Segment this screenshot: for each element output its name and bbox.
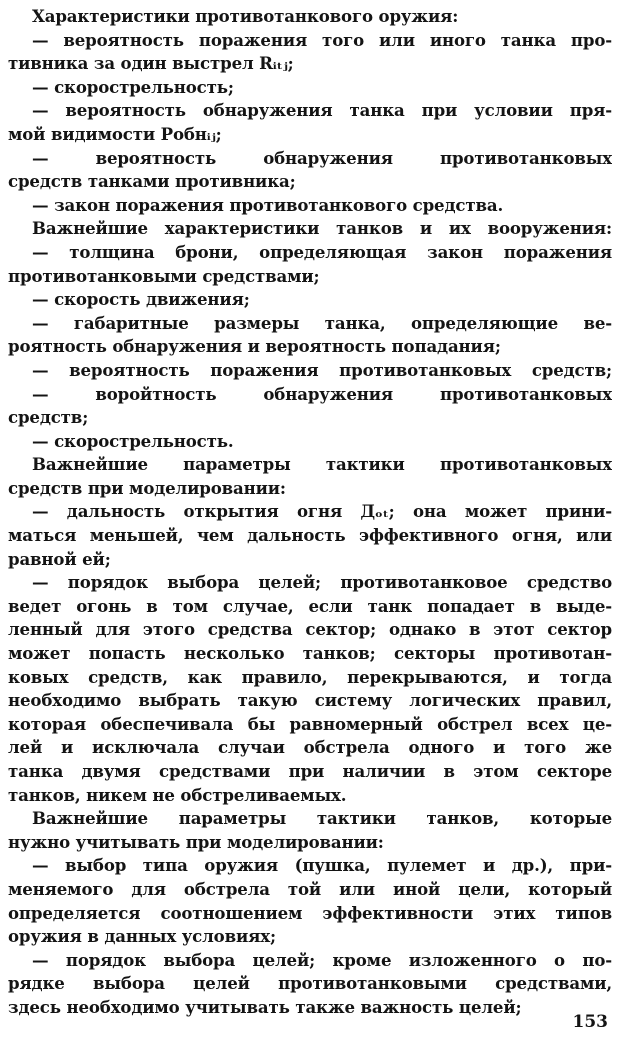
- text-line: — скорость движения;: [32, 289, 250, 310]
- text-line: роятность обнаружения и вероятность попадания;: [8, 336, 501, 357]
- text-line: здесь необходимо учитывать также важность целей;: [8, 996, 522, 1017]
- text-line: ведет огонь в том случае, если танк попадает в выде-: [8, 595, 612, 616]
- text-line: — вероятность поражения противотанковых средств;: [32, 359, 612, 380]
- text-line: нужно учитывать при моделировании:: [8, 831, 384, 852]
- text-line: рядке выбора целей противотанковыми средствами,: [8, 973, 612, 994]
- body-text: [8, 5, 612, 1020]
- text-line: — скорострельность;: [32, 76, 234, 97]
- text-line: маться меньшей, чем дальность эффективного огня, или: [8, 525, 612, 546]
- text-line: Характеристики противотанкового оружия:: [32, 6, 459, 26]
- text-line: ковых средств, как правило, перекрываются, и тогда: [8, 666, 612, 687]
- text-line: которая обеспечивала бы равномерный обстрел всех це-: [8, 713, 612, 734]
- text-line: танка двумя средствами при наличии в этом секторе: [8, 761, 612, 781]
- text-line: — порядок выбора целей; противотанковое средство: [32, 572, 612, 593]
- page-number: 153: [572, 1012, 608, 1032]
- text-line: оружия в данных условиях;: [8, 926, 276, 947]
- text-line: — дальность открытия огня Дₒₜ; она может прини-: [32, 501, 612, 522]
- text-line: — воройтность обнаружения противотанковых: [32, 383, 612, 404]
- text-line: — выбор типа оружия (пушка, пулемет и др.), при-: [32, 855, 612, 876]
- text-line: — вероятность поражения того или иного танка про-: [32, 29, 612, 50]
- text-line: Важнейшие параметры тактики противотанковых: [32, 454, 612, 475]
- text-line: меняемого для обстрела той или иной цели, который: [8, 878, 612, 899]
- text-line: равной ей;: [8, 548, 111, 569]
- text-line: определяется соотношением эффективности этих типов: [8, 902, 612, 923]
- text-line: средств при моделировании:: [8, 477, 286, 498]
- text-line: средств;: [8, 407, 89, 428]
- text-line: средств танками противника;: [8, 171, 296, 192]
- text-line: противотанковыми средствами;: [8, 265, 320, 286]
- text-line: — вероятность обнаружения танка при условии пря-: [32, 100, 612, 121]
- text-line: — вероятность обнаружения противотанковых: [32, 147, 612, 168]
- text-line: Важнейшие характеристики танков и их вооружения:: [32, 218, 612, 239]
- text-line: необходимо выбрать такую систему логических правил,: [8, 690, 612, 711]
- text-line: ленный для этого средства сектор; однако в этот сектор: [8, 619, 612, 640]
- text-line: — закон поражения противотанкового средства.: [32, 194, 504, 215]
- text-line: Важнейшие параметры тактики танков, которые: [32, 808, 612, 829]
- text-line: танков, никем не обстреливаемых.: [8, 784, 347, 805]
- text-line: мой видимости Pобнᵢⱼ;: [8, 123, 222, 144]
- text-line: может попасть несколько танков; секторы противотан-: [8, 643, 612, 664]
- text-line: — скорострельность.: [32, 430, 234, 451]
- text-line: тивника за один выстрел Rᵢₜⱼ;: [8, 53, 294, 74]
- text-line: — толщина брони, определяющая закон поражения: [32, 241, 612, 262]
- text-line: — габаритные размеры танка, определяющие ве-: [32, 312, 612, 333]
- text-line: — порядок выбора целей; кроме изложенного о по-: [32, 949, 612, 970]
- text-line: лей и исключала случаи обстрела одного и того же: [8, 737, 612, 758]
